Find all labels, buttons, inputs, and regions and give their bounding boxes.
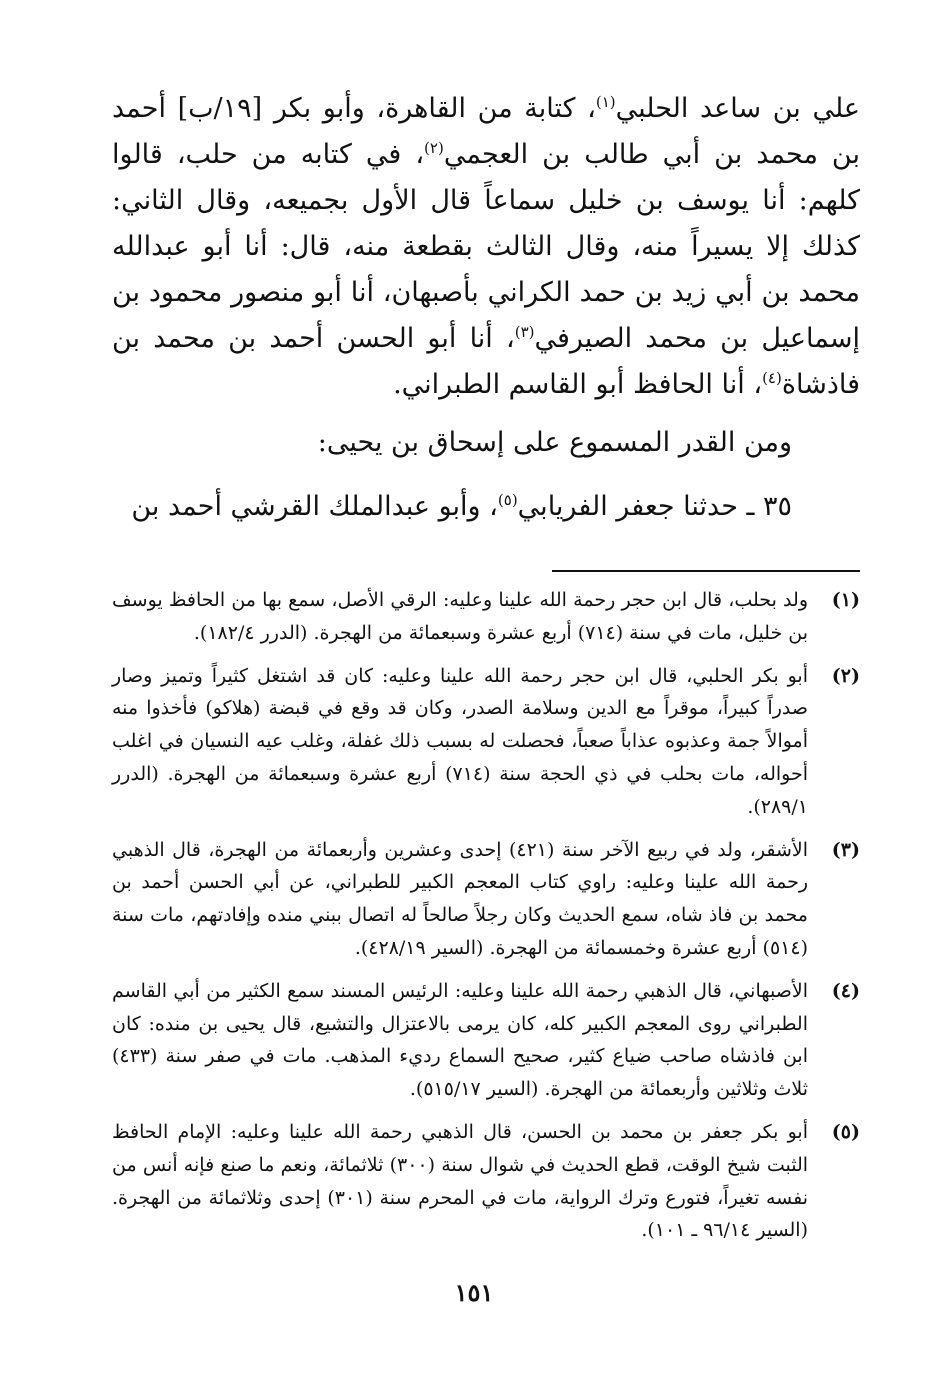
footnote-ref-3: (٣) — [514, 323, 535, 341]
footnote-3 — [112, 834, 860, 965]
footnote-text: الأشقر، ولد في ربيع الآخر سنة (٤٢١) إحدى وعشرين وأربعمائة من الهجرة، قال الذهبي رحمة الله علينا وعليه: راوي كتاب المعجم الكبير للطبراني، عن أبي الحسن أحمد بن محمد بن فاذ شاه، سمع الحديث وكان رجلاً صالحاً له اتصال ببني منده وإفادتهم، مات سنة (٥١٤) أربع عشرة وخمسمائة من الهجرة. (السير ٤٢٨/١٩). — [112, 838, 808, 959]
footnote-ref-2: (٢) — [424, 139, 444, 157]
footnote-4 — [112, 975, 860, 1106]
hadith-35 — [112, 484, 792, 530]
text-segment: ٣٥ ـ حدثنا جعفر الفريابي — [517, 491, 792, 522]
footnote-number: (٣) — [831, 838, 860, 861]
footnote-text: أبو بكر جعفر بن محمد بن الحسن، قال الذهبي رحمة الله علينا وعليه: الإمام الحافظ الثبت شيخ الوقت، قطع الحديث في شوال سنة (٣٠٠) ثلاثمائة، ونعم ما صنع فإنه أنس من نفسه تغيراً، فتورع وترك الرواية، مات في المحرم سنة (٣٠١) إحدى وثلاثمائة من الهجرة. (السير ٩٦/١٤ ـ ١٠١). — [112, 1120, 809, 1242]
page-content — [112, 86, 860, 1257]
footnote-number: (٤) — [831, 979, 860, 1002]
text-segment: علي بن ساعد الحلبي — [615, 93, 860, 124]
text-segment: ، في كتابه من حلب، قالوا كلهم: أنا يوسف بن خليل سماعاً قال الأول بجميعه، وقال الثاني: كذلك إلا يسيراً منه، وقال الثالث بقطعة منه، قال: أنا أبو عبدالله محمد بن أبي زيد بن حمد الكراني بأصبهان، أنا أبو منصور محمود بن إسماعيل بن محمد الصيرفي — [112, 139, 860, 354]
footnote-text: ولد بحلب، قال ابن حجر رحمة الله علينا وعليه: الرقي الأصل، سمع بها من الحافظ يوسف بن خليل، مات في سنة (٧١٤) أربع عشرة وسبعمائة من الهجرة. (الدرر ١٨٢/٤). — [112, 589, 808, 644]
footnote-text: أبو بكر الحلبي، قال ابن حجر رحمة الله علينا وعليه: كان قد اشتغل كثيراً وتميز وصار صدراً كبيراً، موقراً مع الدين وسلامة الصدر، وكان قد وقع في قبضة (هلاكو) فأخذوا منه أموالاً جمة وعذبوه عذاباً صعباً، فحصلت له بسبب ذلك غفلة، وغلب عيه النسيان في اغلب أحواله، مات بحلب في ذي الحجة سنة (٧١٤) أربع عشرة وسبعمائة من الهجرة. (الدرر ٢٨٩/١). — [112, 664, 808, 818]
footnote-number: (٢) — [831, 664, 860, 687]
footnotes — [112, 584, 860, 1247]
footnote-5 — [112, 1116, 860, 1247]
footnote-ref-4: (٤) — [762, 369, 782, 387]
footnote-number: (٥) — [831, 1120, 860, 1143]
page-number: ١٥١ — [454, 1278, 494, 1307]
footnote-divider — [552, 570, 860, 572]
footnote-ref-1: (١) — [595, 93, 616, 111]
text-segment: ، كتابة من القاهرة، وأبو بكر [١٩/ب] أحمد بن محمد بن أبي طالب بن العجمي — [112, 93, 860, 170]
text-segment: ، أنا أبو الحسن أحمد بن محمد بن فاذشاة — [112, 323, 860, 400]
text-segment: ، وأبو عبدالملك القرشي أحمد بن — [131, 491, 498, 522]
footnote-ref-5: (٥) — [497, 491, 518, 509]
footnote-2 — [112, 660, 860, 824]
footnote-text: الأصبهاني، قال الذهبي رحمة الله علينا وعليه: الرئيس المسند سمع الكثير من أبي القاسم الطبراني روى المعجم الكبير كله، كان يرمى بالاعتزال والتشيع، قال يحيى بن منده: كان ابن فاذشاه صاحب ضياع كثير، صحيح السماع رديء المذهب. مات في صفر سنة (٤٣٣) ثلاث وثلاثين وأربعمائة من الهجرة. (السير ٥١٥/١٧). — [112, 979, 808, 1101]
text-segment: ، أنا الحافظ أبو القاسم الطبراني. — [393, 369, 763, 400]
footnote-1 — [112, 584, 860, 650]
intro-line: ومن القدر المسموع على إسحاق بن يحيى: — [317, 427, 792, 458]
main-paragraph — [112, 86, 860, 408]
footnote-number: (١) — [831, 589, 860, 611]
